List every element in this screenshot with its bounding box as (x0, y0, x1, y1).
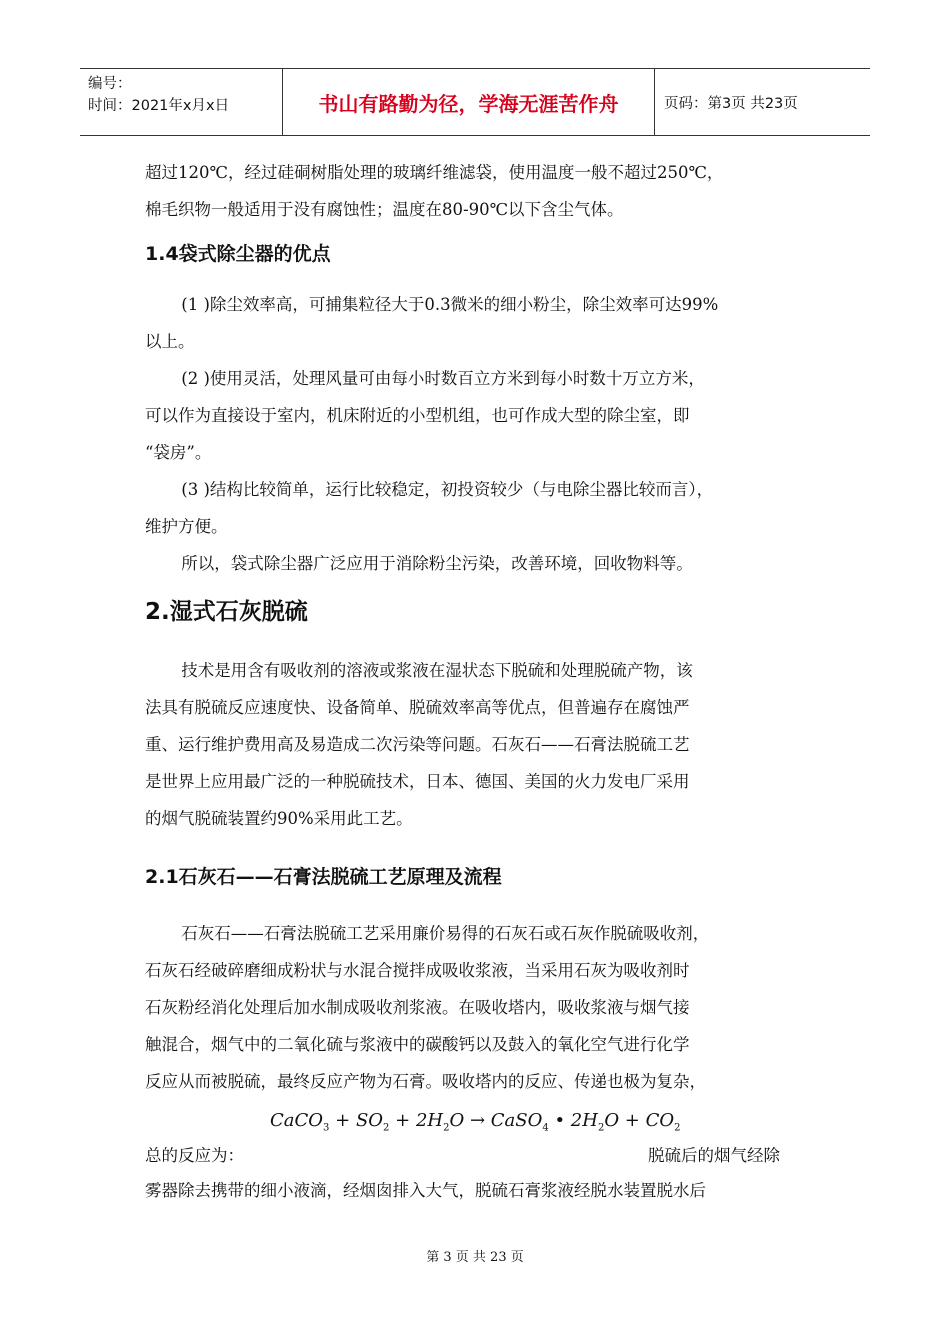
document-body (145, 154, 815, 1209)
advantage-2-line: “袋房”。 (145, 443, 212, 462)
paragraph-line: 法具有脱硫反应速度快、设备简单、脱硫效率高等优点，但普遍存在腐蚀严 (145, 698, 690, 717)
paragraph-line: 棉毛织物一般适用于没有腐蚀性；温度在80-90℃以下含尘气体。 (145, 200, 624, 219)
heading-2-1: 2.1石灰石——石膏法脱硫工艺原理及流程 (145, 866, 502, 888)
header-table (80, 68, 870, 136)
paragraph-line: 的烟气脱硫装置约90%采用此工艺。 (145, 809, 413, 828)
number-label: 编号： (88, 76, 132, 92)
paragraph-line: 石灰石——石膏法脱硫工艺采用廉价易得的石灰石或石灰作脱硫吸收剂， (181, 924, 710, 943)
header-motto: 书山有路勤为径，学海无涯苦作舟 (283, 69, 655, 135)
advantage-2-line: 可以作为直接设于室内，机床附近的小型机组，也可作成大型的除尘室，即 (145, 406, 690, 425)
paragraph-line: 雾器除去携带的细小液滴，经烟囱排入大气，脱硫石膏浆液经脱水装置脱水后 (145, 1181, 706, 1200)
paragraph-line: 超过120℃，经过硅硐树脂处理的玻璃纤维滤袋，使用温度一般不超过250℃， (145, 163, 724, 182)
paragraph-line: 是世界上应用最广泛的一种脱硫技术，日本、德国、美国的火力发电厂采用 (145, 772, 690, 791)
paragraph-line: 触混合，烟气中的二氧化硫与浆液中的碳酸钙以及鼓入的氧化空气进行化学 (145, 1035, 690, 1054)
formula-lead-text: 总的反应为： (145, 1146, 244, 1165)
paragraph-line: 石灰石经破碎磨细成粉状与水混合搅拌成吸收浆液，当采用石灰为吸收剂时 (145, 961, 690, 980)
advantage-3-line: (3 )结构比较简单，运行比较稳定，初投资较少（与电除尘器比较而言）， (181, 480, 714, 499)
paragraph-line: 技术是用含有吸收剂的溶液或浆液在湿状态下脱硫和处理脱硫产物，该 (181, 661, 693, 680)
paragraph-line: 重、运行维护费用高及易造成二次污染等问题。石灰石——石膏法脱硫工艺 (145, 735, 690, 754)
formula-trail-text: 脱硫后的烟气经除 (648, 1146, 780, 1165)
reaction-formula: CaCO$_3$ + $SO_2 + 2H_2O$ → CaSO$_4$ • $2H_2O + CO_2$ (270, 1110, 681, 1134)
heading-2: 2.湿式石灰脱硫 (145, 599, 308, 625)
advantage-2-line: (2 )使用灵活，处理风量可由每小时数百立方米到每小时数十万立方米， (181, 369, 705, 388)
paragraph-line: 反应从而被脱硫，最终反应产物为石膏。吸收塔内的反应、传递也极为复杂， (145, 1072, 706, 1091)
time-label: 时间：2021年x月x日 (88, 98, 230, 114)
header-page-label: 页码：第3页 共23页 (664, 95, 798, 112)
advantage-1-line: (1 )除尘效率高，可捕集粒径大于0.3微米的细小粉尘，除尘效率可达99% (181, 295, 719, 314)
formula-line (145, 1110, 815, 1168)
heading-1-4: 1.4袋式除尘器的优点 (145, 243, 331, 265)
header-info-cell (80, 69, 283, 135)
paragraph-line: 石灰粉经消化处理后加水制成吸收剂浆液。在吸收塔内，吸收浆液与烟气接 (145, 998, 690, 1017)
advantage-3-line: 维护方便。 (145, 517, 228, 536)
summary-line: 所以，袋式除尘器广泛应用于消除粉尘污染，改善环境，回收物料等。 (181, 554, 693, 573)
page-footer: 第 3 页 共 23 页 (426, 1250, 524, 1265)
advantage-1-line: 以上。 (145, 332, 195, 351)
